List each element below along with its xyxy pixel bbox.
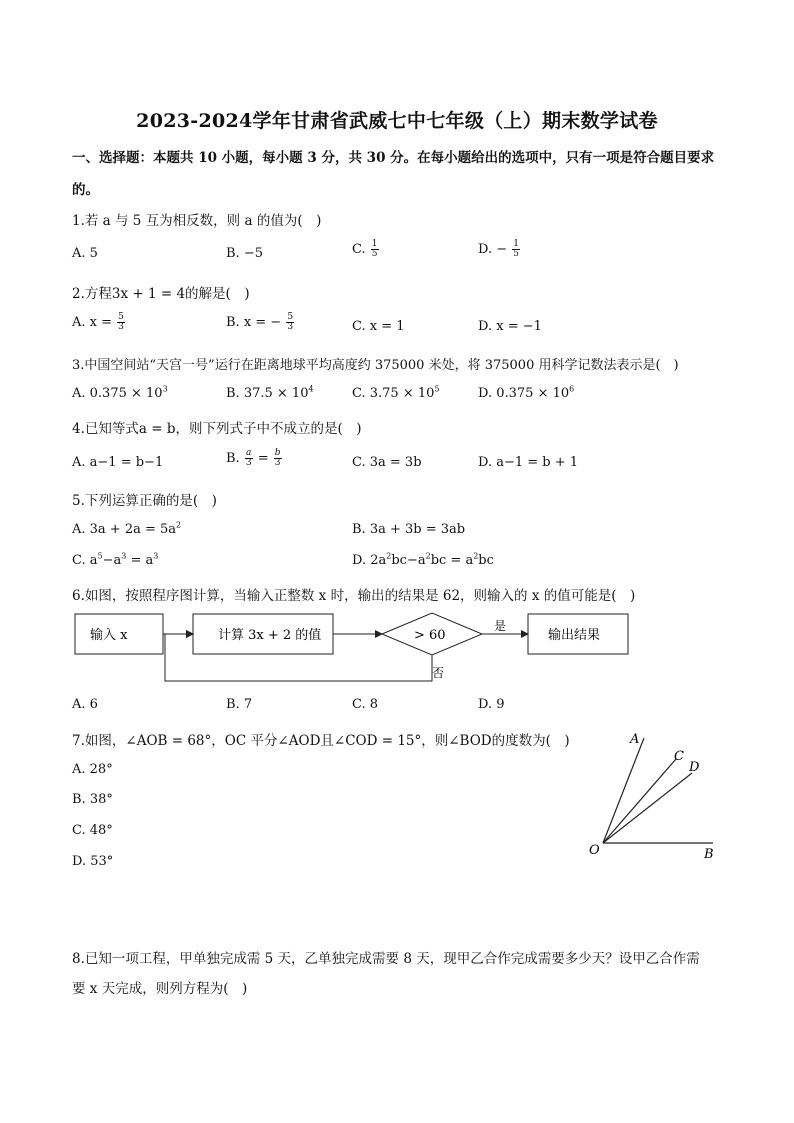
q7-option-d: D. 53° <box>72 854 114 869</box>
q2-option-b <box>226 313 295 332</box>
q2-option-c: C. x = 1 <box>352 319 405 334</box>
exponent: 3 <box>153 551 159 561</box>
q5-option-c-part2: −a <box>102 553 122 568</box>
q2-option-d: D. x = −1 <box>478 319 542 334</box>
fraction-denominator: 5 <box>371 249 378 259</box>
q7-option-c: C. 48° <box>72 823 113 838</box>
exponent: 5 <box>97 551 103 561</box>
q6-option-c: C. 8 <box>352 697 379 712</box>
ray-oc <box>603 759 676 843</box>
fraction-numerator: 1 <box>513 239 519 249</box>
flow-no-label: 否 <box>432 666 445 680</box>
q3-option-c-base: C. 3.75 × 10 <box>352 386 435 401</box>
section-heading-line1: 一、选择题：本题共 10 小题，每小题 3 分，共 30 分。在每小题给出的选项中，只有一项是符合题目要求 <box>72 150 715 166</box>
q2-option-a-prefix: A. x = <box>72 315 113 330</box>
fraction <box>371 240 379 259</box>
exponent: 6 <box>569 384 575 394</box>
fraction <box>274 449 282 468</box>
q7-option-a: A. 28° <box>72 762 113 777</box>
q5-option-c-part3: = a <box>126 553 154 568</box>
q3-option-b <box>226 386 314 401</box>
exponent: 3 <box>162 384 168 394</box>
q3-option-d-base: D. 0.375 × 10 <box>478 386 570 401</box>
q6-option-b: B. 7 <box>226 697 253 712</box>
question-7-text: 7.如图，∠AOB = 68°，OC 平分∠AOD且∠COD = 15°，则∠BOD的度数为( ) <box>72 733 570 749</box>
fraction-numerator: 5 <box>287 312 294 322</box>
flow-yes-label: 是 <box>494 619 507 633</box>
q6-option-a: A. 6 <box>72 697 98 712</box>
page-title: 2023-2024学年甘肃省武威七中七年级（上）期末数学试卷 <box>136 110 658 132</box>
exponent: 2 <box>386 551 392 561</box>
question-6-text: 6.如图，按照程序图计算，当输入正整数 x 时，输出的结果是 62，则输入的 x 的值可能是( ) <box>72 588 636 604</box>
q4-option-b-prefix: B. <box>226 451 240 466</box>
flow-condition-label: > 60 <box>414 628 446 643</box>
point-c-label: C <box>674 749 684 764</box>
point-d-label: D <box>689 760 700 775</box>
q4-option-c: C. 3a = 3b <box>352 455 422 470</box>
point-b-label: B <box>704 847 714 862</box>
flow-compute-label: 计算 3x + 2 的值 <box>218 628 322 643</box>
flow-input-label: 输入 x <box>90 628 128 643</box>
q1-option-d-prefix: D. − <box>478 242 508 257</box>
q1-option-a: A. 5 <box>72 246 98 261</box>
q1-option-b: B. −5 <box>226 246 263 261</box>
angle-figure <box>585 725 725 865</box>
fraction <box>286 313 294 332</box>
question-1-text: 1.若 a 与 5 互为相反数，则 a 的值为( ) <box>72 213 322 229</box>
fraction-numerator: 5 <box>118 312 124 322</box>
q3-option-d <box>478 386 574 401</box>
q7-option-b: B. 38° <box>72 792 113 807</box>
q3-option-a-base: A. 0.375 × 10 <box>72 386 163 401</box>
question-8-line2: 要 x 天完成，则列方程为( ) <box>72 981 248 997</box>
q3-option-b-base: B. 37.5 × 10 <box>226 386 309 401</box>
q6-option-d: D. 9 <box>478 697 505 712</box>
fraction-denominator: 3 <box>118 322 124 332</box>
fraction-numerator: 1 <box>371 239 378 249</box>
exponent: 2 <box>425 551 431 561</box>
exponent: 5 <box>434 384 440 394</box>
equals-sign: = <box>257 451 269 466</box>
q3-option-a <box>72 386 168 401</box>
q4-option-d: D. a−1 = b + 1 <box>478 455 579 470</box>
exponent: 2 <box>176 520 182 530</box>
question-8-line1: 8.已知一项工程，甲单独完成需 5 天，乙单独完成需要 8 天，现甲乙合作完成需要多少天？设甲乙合作需 <box>72 951 700 967</box>
q5-option-c-part1: C. a <box>72 553 98 568</box>
question-5-text: 5.下列运算正确的是( ) <box>72 493 217 509</box>
q4-option-a: A. a−1 = b−1 <box>72 455 164 470</box>
q2-option-b-prefix: B. x = − <box>226 315 282 330</box>
fraction-numerator: a <box>246 448 252 458</box>
q2-option-a <box>72 313 126 332</box>
q5-option-d-part4: bc <box>478 553 494 568</box>
fraction <box>245 449 253 468</box>
q5-option-a <box>72 522 181 537</box>
fraction <box>117 313 125 332</box>
q5-option-c <box>72 553 158 568</box>
exponent: 4 <box>308 384 314 394</box>
q5-option-d <box>352 553 494 568</box>
q5-option-d-part3: bc = a <box>430 553 474 568</box>
q5-option-d-part2: bc−a <box>391 553 426 568</box>
q3-option-c <box>352 386 440 401</box>
exponent: 3 <box>121 551 127 561</box>
question-3-text: 3.中国空间站“天宫一号”运行在距离地球平均高度约 375000 米处，将 375000 用科学记数法表示是( ) <box>72 358 679 373</box>
q1-option-c <box>352 240 380 259</box>
flow-output-label: 输出结果 <box>548 628 601 643</box>
q4-option-b <box>226 449 283 468</box>
q5-option-b: B. 3a + 3b = 3ab <box>352 522 466 537</box>
fraction-denominator: 3 <box>245 458 252 468</box>
fraction-denominator: 5 <box>513 249 519 259</box>
flowchart-diagram <box>70 605 640 690</box>
q5-option-d-part1: D. 2a <box>352 553 387 568</box>
fraction-denominator: 3 <box>287 322 294 332</box>
point-a-label: A <box>630 732 640 747</box>
q5-option-a-base: A. 3a + 2a = 5a <box>72 522 177 537</box>
exponent: 2 <box>473 551 479 561</box>
question-4-text: 4.已知等式a = b，则下列式子中不成立的是( ) <box>72 421 362 437</box>
question-2-text: 2.方程3x + 1 = 4的解是( ) <box>72 286 250 302</box>
section-heading-line2: 的。 <box>72 182 99 198</box>
q1-option-c-prefix: C. <box>352 242 366 257</box>
q1-option-d <box>478 240 521 259</box>
point-o-label: O <box>589 843 600 858</box>
fraction-denominator: 3 <box>274 458 281 468</box>
fraction <box>512 240 520 259</box>
fraction-numerator: b <box>274 448 281 458</box>
